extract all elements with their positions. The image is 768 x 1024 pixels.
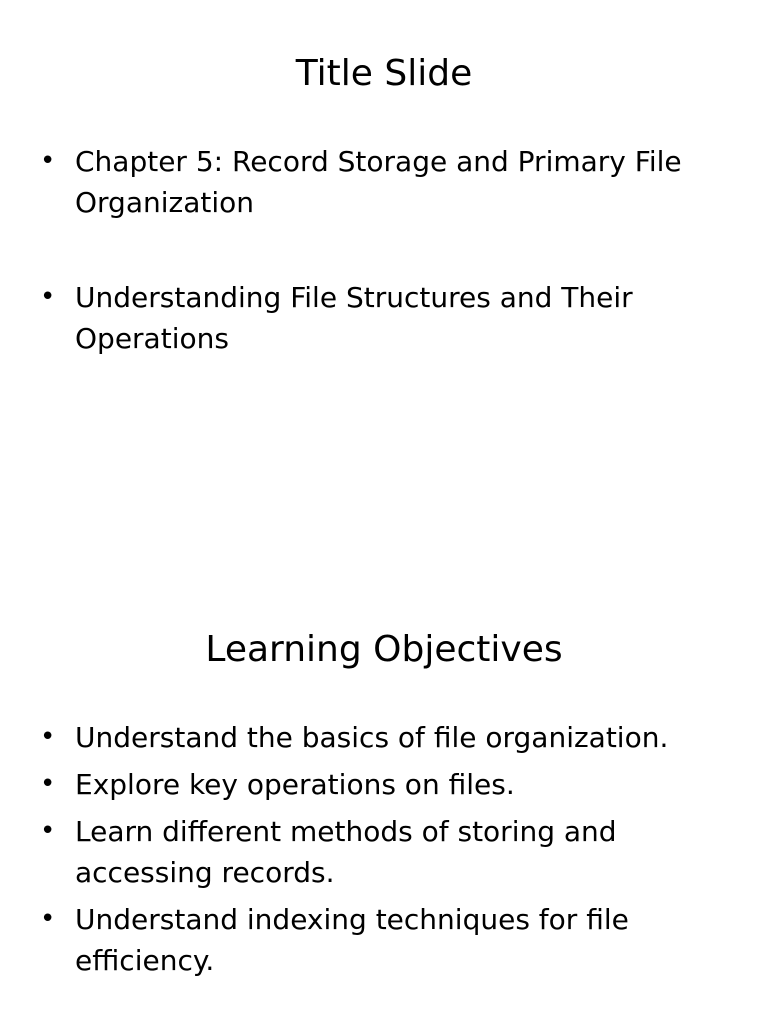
bullet-text: Explore key operations on files.: [75, 768, 515, 801]
slide-learning-objectives: [0, 576, 768, 1024]
bullet-item: [40, 141, 700, 223]
bullet-text: Understand indexing techniques for file efficiency.: [75, 903, 629, 977]
bullet-item: [40, 717, 700, 758]
bullet-icon: •: [40, 282, 56, 312]
bullet-list: [40, 717, 700, 987]
bullet-icon: •: [40, 722, 56, 752]
bullet-item: [40, 764, 700, 805]
bullet-text: Learn different methods of storing and accessing records.: [75, 815, 617, 889]
bullet-text: Understanding File Structures and Their Operations: [75, 281, 633, 355]
bullet-text: Chapter 5: Record Storage and Primary File Organization: [75, 145, 682, 219]
bullet-list: [40, 141, 700, 413]
bullet-item: [40, 899, 700, 981]
bullet-text: Understand the basics of file organization.: [75, 721, 669, 754]
slide-title: Title Slide: [295, 53, 473, 94]
bullet-item: [40, 811, 700, 893]
slide-title: Learning Objectives: [205, 629, 563, 670]
bullet-icon: •: [40, 146, 56, 176]
bullet-icon: •: [40, 816, 56, 846]
bullet-icon: •: [40, 904, 56, 934]
bullet-item: [40, 277, 700, 359]
bullet-icon: •: [40, 769, 56, 799]
